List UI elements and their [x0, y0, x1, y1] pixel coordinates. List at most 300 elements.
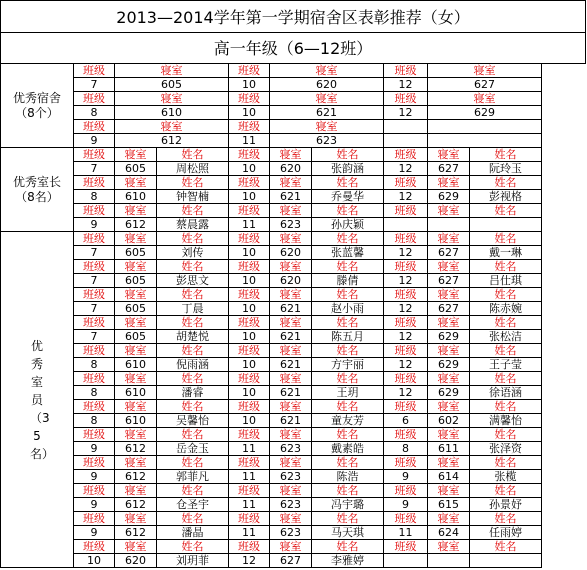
header-room: 寝室	[115, 92, 229, 106]
sheet-title: 2013—2014学年第一学期宿舍区表彰推荐（女）	[0, 0, 586, 33]
header-class: 班级	[74, 148, 115, 162]
members-name: 李雅婷	[312, 554, 384, 568]
header-room: 寝室	[270, 176, 312, 190]
members-class: 12	[384, 358, 428, 372]
header-name: 姓名	[470, 428, 542, 442]
leaders-name: 钟智楠	[157, 190, 229, 204]
header-name: 姓名	[312, 428, 384, 442]
members-class: 8	[74, 414, 115, 428]
members-room: 611	[428, 442, 470, 456]
members-room: 624	[428, 526, 470, 540]
header-name: 姓名	[157, 260, 229, 274]
leaders-name	[470, 218, 542, 232]
leaders-room: 623	[270, 218, 312, 232]
header-name: 姓名	[312, 288, 384, 302]
members-name: 王子莹	[470, 358, 542, 372]
header-room: 寝室	[115, 288, 157, 302]
grade-subtitle: 高一年级（6—12班）	[0, 32, 586, 64]
leaders-class: 11	[229, 218, 270, 232]
header-name: 姓名	[157, 288, 229, 302]
header-name: 姓名	[157, 484, 229, 498]
header-class: 班级	[384, 176, 428, 190]
members-name: 冯宇璐	[312, 498, 384, 512]
members-name: 胡楚悦	[157, 330, 229, 344]
members-name: 张蓝馨	[312, 246, 384, 260]
header-name: 姓名	[157, 540, 229, 554]
header-room: 寝室	[115, 540, 157, 554]
leaders-name: 周松照	[157, 162, 229, 176]
header-room: 寝室	[428, 176, 470, 190]
members-name: 戴一琳	[470, 246, 542, 260]
header-name: 姓名	[312, 148, 384, 162]
header-name: 姓名	[157, 512, 229, 526]
header-class: 班级	[229, 428, 270, 442]
members-class: 12	[384, 274, 428, 288]
header-class: 班级	[229, 372, 270, 386]
dorm-class: 8	[74, 106, 115, 120]
members-name: 马天琪	[312, 526, 384, 540]
dorm-class: 7	[74, 78, 115, 92]
header-room: 寝室	[115, 400, 157, 414]
members-class: 10	[229, 414, 270, 428]
header-room: 寝室	[428, 372, 470, 386]
leaders-room: 610	[115, 190, 157, 204]
header-name: 姓名	[312, 204, 384, 218]
header-class: 班级	[74, 92, 115, 106]
header-name: 姓名	[470, 484, 542, 498]
header-class: 班级	[384, 400, 428, 414]
members-class: 11	[229, 442, 270, 456]
members-room: 621	[270, 358, 312, 372]
leaders-room: 605	[115, 162, 157, 176]
header-room: 寝室	[428, 204, 470, 218]
members-room: 627	[428, 302, 470, 316]
header-class: 班级	[384, 148, 428, 162]
header-room: 寝室	[115, 512, 157, 526]
header-room: 寝室	[428, 428, 470, 442]
header-class: 班级	[74, 120, 115, 134]
header-class: 班级	[384, 344, 428, 358]
members-name: 陈赤婉	[470, 302, 542, 316]
header-class: 班级	[74, 344, 115, 358]
header-room: 寝室	[428, 344, 470, 358]
leaders-count: （8名）	[15, 189, 59, 204]
members-class	[384, 554, 428, 568]
leaders-name: 蔡晨露	[157, 218, 229, 232]
header-name: 姓名	[470, 316, 542, 330]
members-class: 9	[74, 526, 115, 540]
header-room: 寝室	[115, 176, 157, 190]
header-class: 班级	[229, 120, 270, 134]
header-room: 寝室	[428, 260, 470, 274]
members-room: 621	[270, 414, 312, 428]
members-room: 602	[428, 414, 470, 428]
dorm-room: 612	[115, 134, 229, 148]
header-name: 姓名	[312, 260, 384, 274]
header-class: 班级	[74, 260, 115, 274]
header-class: 班级	[229, 148, 270, 162]
members-room: 612	[115, 526, 157, 540]
members-room: 610	[115, 414, 157, 428]
header-room: 寝室	[115, 120, 229, 134]
members-name: 吕仕琪	[470, 274, 542, 288]
leaders-name: 张韵涵	[312, 162, 384, 176]
header-room: 寝室	[115, 260, 157, 274]
header-class: 班级	[229, 232, 270, 246]
members-name: 刘传	[157, 246, 229, 260]
header-class: 班级	[229, 456, 270, 470]
members-name: 赵小雨	[312, 302, 384, 316]
members-class: 9	[74, 498, 115, 512]
header-class: 班级	[74, 456, 115, 470]
members-class: 9	[74, 470, 115, 484]
header-name: 姓名	[312, 400, 384, 414]
leaders-room: 612	[115, 218, 157, 232]
header-name: 姓名	[312, 540, 384, 554]
header-room: 寝室	[115, 456, 157, 470]
members-class: 12	[384, 330, 428, 344]
header-room: 寝室	[270, 288, 312, 302]
dorms-count: （8个）	[15, 105, 59, 120]
header-room: 寝室	[115, 232, 157, 246]
members-room: 605	[115, 302, 157, 316]
leaders-section-label	[1, 148, 74, 232]
header-room: 寝室	[428, 288, 470, 302]
honor-table	[0, 63, 542, 568]
header-name: 姓名	[157, 456, 229, 470]
leaders-class: 7	[74, 162, 115, 176]
members-name: 彭思文	[157, 274, 229, 288]
members-room: 623	[270, 526, 312, 540]
header-name: 姓名	[312, 456, 384, 470]
members-label-text: 优秀室员（35名）	[30, 338, 55, 461]
header-class: 班级	[74, 64, 115, 78]
header-class: 班级	[384, 372, 428, 386]
members-class: 11	[229, 526, 270, 540]
header-room: 寝室	[428, 92, 542, 106]
header-name: 姓名	[157, 400, 229, 414]
header-name: 姓名	[470, 176, 542, 190]
header-class: 班级	[384, 64, 428, 78]
header-room: 寝室	[270, 372, 312, 386]
members-class: 10	[229, 330, 270, 344]
header-name: 姓名	[312, 372, 384, 386]
members-name: 刘玥菲	[157, 554, 229, 568]
header-name: 姓名	[470, 456, 542, 470]
members-room: 612	[115, 470, 157, 484]
members-class: 7	[74, 274, 115, 288]
header-name: 姓名	[157, 148, 229, 162]
leaders-class: 12	[384, 162, 428, 176]
leaders-name: 彭视格	[470, 190, 542, 204]
header-name: 姓名	[157, 344, 229, 358]
header-room: 寝室	[115, 64, 229, 78]
members-room: 610	[115, 358, 157, 372]
dorm-class: 10	[229, 106, 270, 120]
members-name: 方宇丽	[312, 358, 384, 372]
header-room: 寝室	[115, 148, 157, 162]
header-room: 寝室	[115, 372, 157, 386]
header-name: 姓名	[470, 344, 542, 358]
header-class: 班级	[74, 288, 115, 302]
dorm-class: 12	[384, 78, 428, 92]
members-name	[470, 554, 542, 568]
members-class: 9	[74, 442, 115, 456]
members-room: 627	[428, 274, 470, 288]
members-room: 623	[270, 470, 312, 484]
header-name: 姓名	[157, 232, 229, 246]
header-class: 班级	[74, 176, 115, 190]
header-name: 姓名	[312, 344, 384, 358]
members-room: 615	[428, 498, 470, 512]
header-name: 姓名	[470, 204, 542, 218]
header-name: 姓名	[157, 176, 229, 190]
leaders-room: 629	[428, 190, 470, 204]
header-class: 班级	[74, 428, 115, 442]
header-room: 寝室	[115, 344, 157, 358]
leaders-class: 9	[74, 218, 115, 232]
header-name: 姓名	[470, 148, 542, 162]
dorm-room: 605	[115, 78, 229, 92]
dorm-room: 629	[428, 106, 542, 120]
header-name: 姓名	[312, 232, 384, 246]
header-room: 寝室	[270, 344, 312, 358]
leaders-room: 620	[270, 162, 312, 176]
header-name: 姓名	[312, 176, 384, 190]
header-room: 寝室	[115, 316, 157, 330]
members-class: 8	[384, 442, 428, 456]
header-room: 寝室	[115, 204, 157, 218]
members-class: 10	[229, 274, 270, 288]
members-class: 7	[74, 302, 115, 316]
members-name: 滕倩	[312, 274, 384, 288]
members-name: 王玥	[312, 386, 384, 400]
members-room: 629	[428, 330, 470, 344]
members-name: 吴馨怡	[157, 414, 229, 428]
header-class: 班级	[229, 64, 270, 78]
dorm-class: 10	[229, 78, 270, 92]
members-room: 629	[428, 358, 470, 372]
members-name: 徐语涵	[470, 386, 542, 400]
members-class: 7	[74, 246, 115, 260]
header-name: 姓名	[312, 484, 384, 498]
header-class: 班级	[229, 92, 270, 106]
dorm-room: 620	[270, 78, 384, 92]
header-class: 班级	[229, 204, 270, 218]
leaders-class: 12	[384, 190, 428, 204]
members-class: 6	[384, 414, 428, 428]
members-room: 620	[270, 274, 312, 288]
members-room	[428, 554, 470, 568]
members-name: 郭菲凡	[157, 470, 229, 484]
header-class: 班级	[384, 428, 428, 442]
header-room: 寝室	[428, 400, 470, 414]
members-room: 605	[115, 330, 157, 344]
header-room: 寝室	[270, 540, 312, 554]
header-class: 班级	[74, 400, 115, 414]
header-name: 姓名	[157, 372, 229, 386]
header-class: 班级	[384, 456, 428, 470]
header-room: 寝室	[428, 540, 470, 554]
header-name: 姓名	[470, 512, 542, 526]
leaders-class: 10	[229, 190, 270, 204]
header-name: 姓名	[312, 316, 384, 330]
members-name: 童友芳	[312, 414, 384, 428]
header-name: 姓名	[157, 316, 229, 330]
members-name: 任雨婷	[470, 526, 542, 540]
header-class: 班级	[74, 540, 115, 554]
dorm-room: 623	[270, 134, 384, 148]
members-class: 8	[74, 358, 115, 372]
members-room: 621	[270, 330, 312, 344]
members-room: 605	[115, 246, 157, 260]
header-class: 班级	[384, 232, 428, 246]
leaders-room	[428, 218, 470, 232]
members-name: 潘晶	[157, 526, 229, 540]
header-class: 班级	[384, 316, 428, 330]
dorm-room: 610	[115, 106, 229, 120]
members-room: 623	[270, 442, 312, 456]
leaders-room: 621	[270, 190, 312, 204]
header-name: 姓名	[470, 260, 542, 274]
members-room: 623	[270, 498, 312, 512]
leaders-class: 8	[74, 190, 115, 204]
members-class: 12	[384, 386, 428, 400]
members-name: 孙景妤	[470, 498, 542, 512]
dorm-class: 11	[229, 134, 270, 148]
members-class: 10	[229, 302, 270, 316]
dorm-room: 627	[428, 78, 542, 92]
members-class: 10	[229, 386, 270, 400]
header-name: 姓名	[470, 232, 542, 246]
members-name: 戴素皓	[312, 442, 384, 456]
members-room: 612	[115, 498, 157, 512]
leaders-name: 阮玲玉	[470, 162, 542, 176]
leaders-label-text: 优秀室长	[12, 174, 61, 189]
members-section-label	[1, 232, 74, 568]
header-class: 班级	[229, 260, 270, 274]
header-class: 班级	[74, 512, 115, 526]
header-class: 班级	[74, 316, 115, 330]
members-room: 620	[115, 554, 157, 568]
header-name: 姓名	[157, 428, 229, 442]
header-room: 寝室	[428, 456, 470, 470]
header-room: 寝室	[428, 148, 470, 162]
members-room: 612	[115, 442, 157, 456]
header-class: 班级	[74, 484, 115, 498]
header-room: 寝室	[270, 456, 312, 470]
members-class: 8	[74, 386, 115, 400]
members-class: 11	[229, 498, 270, 512]
members-name: 倪雨涵	[157, 358, 229, 372]
header-room: 寝室	[270, 148, 312, 162]
members-name: 陈五月	[312, 330, 384, 344]
header-room: 寝室	[428, 232, 470, 246]
members-name: 岳金玉	[157, 442, 229, 456]
members-name: 张松洁	[470, 330, 542, 344]
members-room: 610	[115, 386, 157, 400]
header-room: 寝室	[270, 400, 312, 414]
members-room: 620	[270, 246, 312, 260]
members-class: 11	[384, 526, 428, 540]
members-name: 张泽资	[470, 442, 542, 456]
leaders-room: 627	[428, 162, 470, 176]
header-class: 班级	[74, 372, 115, 386]
members-name: 满馨怡	[470, 414, 542, 428]
header-class: 班级	[384, 484, 428, 498]
dorms-section-label	[1, 64, 74, 148]
header-class: 班级	[384, 540, 428, 554]
leaders-class: 10	[229, 162, 270, 176]
header-class: 班级	[384, 512, 428, 526]
members-class: 12	[384, 246, 428, 260]
header-room: 寝室	[428, 64, 542, 78]
header-name: 姓名	[470, 400, 542, 414]
members-class: 10	[229, 246, 270, 260]
members-room: 621	[270, 302, 312, 316]
header-room: 寝室	[270, 92, 384, 106]
empty-cell	[384, 120, 428, 134]
leaders-class	[384, 218, 428, 232]
members-name: 张榄	[470, 470, 542, 484]
header-class: 班级	[384, 92, 428, 106]
members-class: 9	[384, 470, 428, 484]
dorms-label-text: 优秀宿舍	[12, 90, 61, 105]
members-class: 12	[229, 554, 270, 568]
header-class: 班级	[229, 540, 270, 554]
header-name: 姓名	[470, 372, 542, 386]
header-name: 姓名	[470, 288, 542, 302]
members-class: 9	[384, 498, 428, 512]
members-room: 605	[115, 274, 157, 288]
header-class: 班级	[384, 204, 428, 218]
header-class: 班级	[74, 204, 115, 218]
header-room: 寝室	[115, 484, 157, 498]
members-room: 627	[428, 246, 470, 260]
header-room: 寝室	[270, 260, 312, 274]
members-room: 629	[428, 386, 470, 400]
members-class: 12	[384, 302, 428, 316]
dorm-room	[428, 134, 542, 148]
header-class: 班级	[229, 288, 270, 302]
header-class: 班级	[229, 484, 270, 498]
header-room: 寝室	[270, 512, 312, 526]
header-room: 寝室	[115, 428, 157, 442]
header-room: 寝室	[270, 120, 384, 134]
header-name: 姓名	[470, 540, 542, 554]
dorm-class: 12	[384, 106, 428, 120]
header-room: 寝室	[270, 232, 312, 246]
empty-cell	[428, 120, 542, 134]
header-class: 班级	[74, 232, 115, 246]
members-name: 陈浩	[312, 470, 384, 484]
header-room: 寝室	[428, 512, 470, 526]
header-name: 姓名	[312, 512, 384, 526]
members-room: 621	[270, 386, 312, 400]
dorm-class	[384, 134, 428, 148]
header-room: 寝室	[270, 428, 312, 442]
members-name: 丁晨	[157, 302, 229, 316]
header-room: 寝室	[270, 204, 312, 218]
header-name: 姓名	[157, 204, 229, 218]
header-room: 寝室	[428, 484, 470, 498]
header-room: 寝室	[428, 316, 470, 330]
header-room: 寝室	[270, 316, 312, 330]
members-name: 仓圣宇	[157, 498, 229, 512]
dorm-class: 9	[74, 134, 115, 148]
leaders-name: 孙庆颖	[312, 218, 384, 232]
members-class: 10	[229, 358, 270, 372]
